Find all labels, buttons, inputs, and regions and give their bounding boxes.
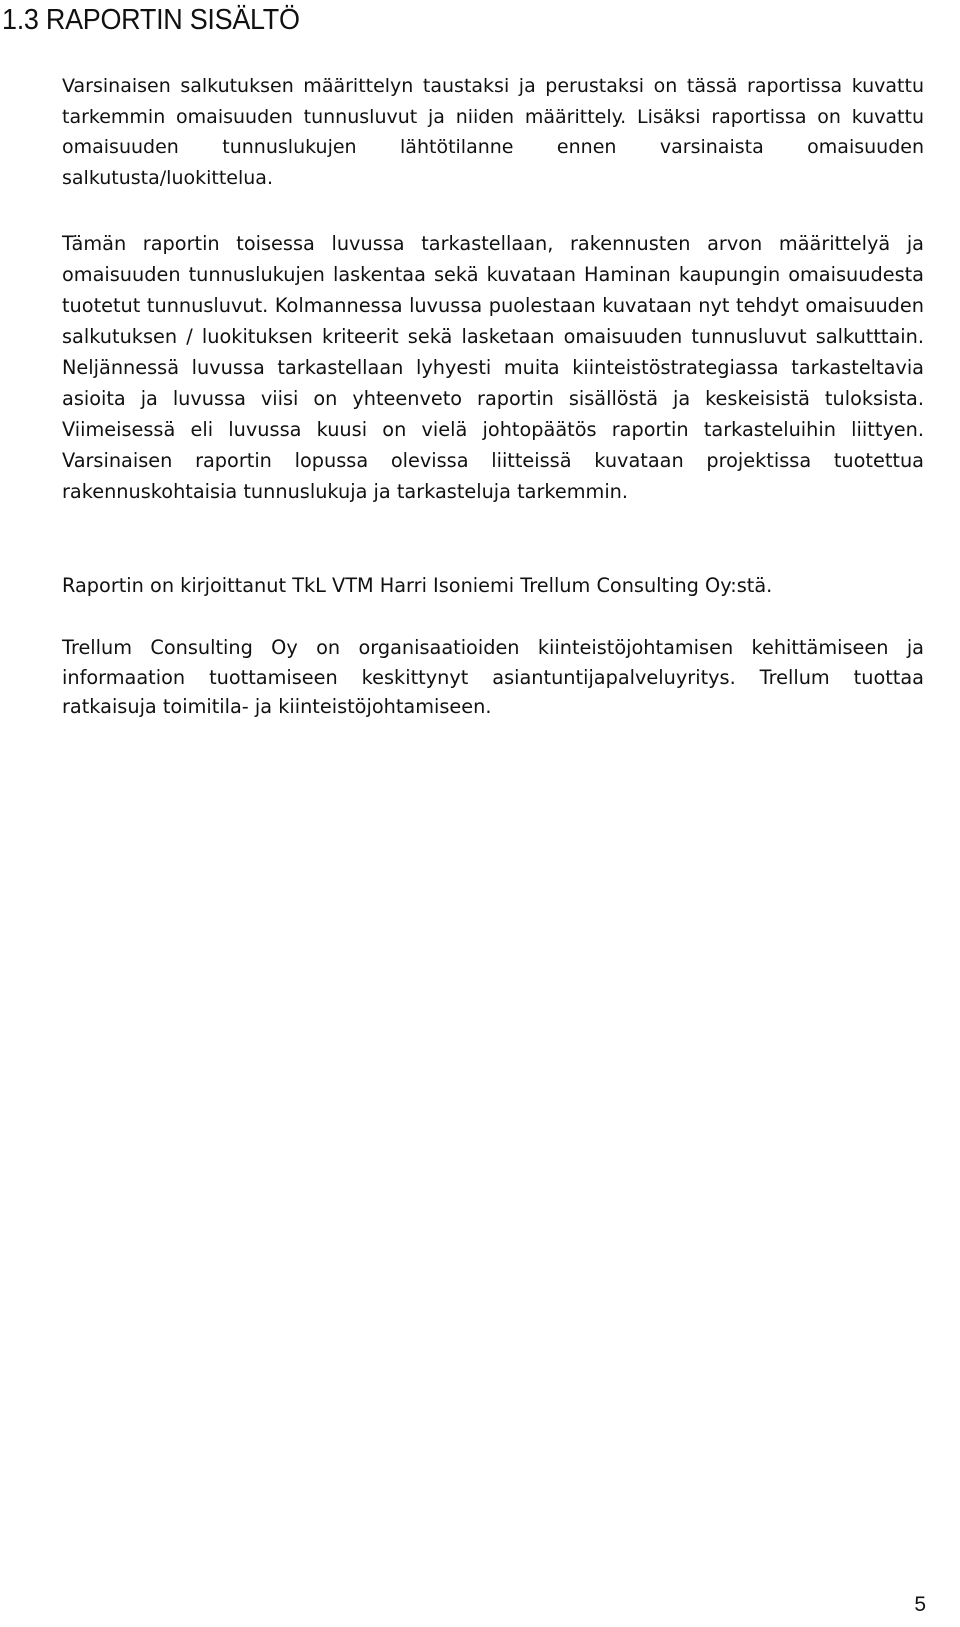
paragraph-chapter-overview: Tämän raportin toisessa luvussa tarkastellaan, rakennusten arvon määrittelyä ja omaisuuden tunnuslukujen laskentaa sekä kuvataan Haminan kaupungin omaisuudesta tuotetut tunnusluvut. Kolmannessa luvussa puolestaan kuvataan nyt tehdyt omaisuuden salkutuksen / luokituksen kriteerit sekä lasketaan omaisuuden tunnusluvut salkutttain. Neljännessä luvussa tarkastellaan lyhyesti muita kiinteistöstrategiassa tarkasteltavia asioita ja luvussa viisi on yhteenveto raportin sisällöstä ja keskeisistä tuloksista. Viimeisessä eli luvussa kuusi on vielä johtopäätös raportin tarkasteluihin liittyen. Varsinaisen raportin lopussa olevissa liitteissä kuvataan projektissa tuotettua rakennuskohtaisia tunnuslukuja ja tarkasteluja tarkemmin.	[62, 232, 924, 503]
paragraph-author: Raportin on kirjoittanut TkL VTM Harri Isoniemi Trellum Consulting Oy:stä.	[62, 574, 773, 597]
section-heading: 1.3 RAPORTIN SISÄLTÖ	[2, 4, 300, 36]
paragraph-company: Trellum Consulting Oy on organisaatioiden kiinteistöjohtamisen kehittämiseen ja informaation tuottamiseen keskittynyt asiantuntijapalveluyritys. Trellum tuottaa ratkaisuja toimitila- ja kiinteistöjohtamiseen.	[62, 636, 924, 718]
paragraph-intro: Varsinaisen salkutuksen määrittelyn taustaksi ja perustaksi on tässä raportissa kuvattu tarkemmin omaisuuden tunnusluvut ja niiden määrittely. Lisäksi raportissa on kuvattu omaisuuden tunnuslukujen lähtötilanne ennen varsinaista omaisuuden salkutusta/luokittelua.	[62, 75, 924, 189]
page-number: 5	[914, 1593, 926, 1616]
